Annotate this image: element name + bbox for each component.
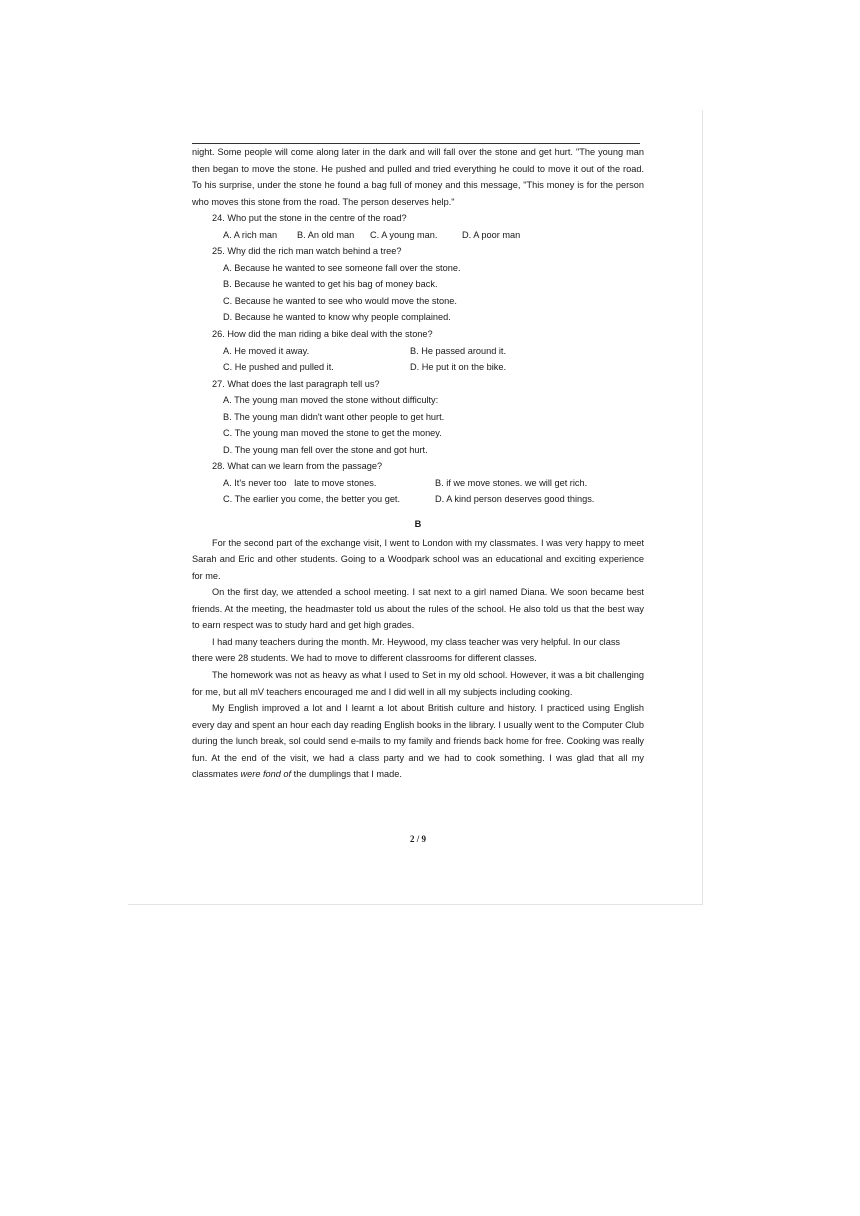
option-27-a: A. The young man moved the stone without difficulty: xyxy=(223,395,439,406)
section-b-paragraph-2: On the first day, we attended a school meeting. I sat next to a girl named Diana. We soon became best friends. At the meeting, the headmaster told us about the rules of the school. He also told us that the best way to earn respect was to study hard and get high grades. xyxy=(192,587,644,631)
option-24-a: A. A rich man xyxy=(223,229,278,240)
question-24-options xyxy=(192,227,644,244)
question-28-options-row1 xyxy=(192,475,644,492)
option-25-b: B. Because he wanted to get his bag of money back. xyxy=(223,279,438,290)
question-24: 24. Who put the stone in the centre of the road? xyxy=(212,213,407,224)
option-25-c: C. Because he wanted to see who would move the stone. xyxy=(223,295,457,306)
section-b-paragraph-5 xyxy=(192,700,644,783)
option-27-c: C. The young man moved the stone to get the money. xyxy=(223,428,442,439)
section-heading-b: B xyxy=(414,519,422,530)
section-b-paragraph-3: I had many teachers during the month. Mr. Heywood, my class teacher was very helpful. In our class xyxy=(212,636,621,647)
passage-a-end: night. Some people will come along later in the dark and will fall over the stone and get hurt. "The young man then began to move the stone. He pushed and pulled and tried everything he could to move it out of the road. To his surprise, under the stone he found a bag full of money and this message, "This money is for the person who moves this stone from the road. The person deserves help." xyxy=(192,147,644,207)
question-25: 25. Why did the rich man watch behind a tree? xyxy=(212,246,402,257)
option-25-d: D. Because he wanted to know why people complained. xyxy=(223,312,451,323)
question-28-options-row2 xyxy=(192,491,644,508)
page-number: 2 / 9 xyxy=(409,834,426,844)
option-24-c: C. A young man. xyxy=(370,229,438,240)
italic-phrase: were fond of xyxy=(240,769,292,780)
document-body xyxy=(192,144,644,783)
option-24-b: B. An old man xyxy=(297,229,355,240)
question-27: 27. What does the last paragraph tell us? xyxy=(212,378,380,389)
question-28: 28. What can we learn from the passage? xyxy=(212,461,383,472)
question-26-options-row2 xyxy=(192,359,644,376)
question-26: 26. How did the man riding a bike deal with the stone? xyxy=(212,329,433,340)
option-28-d: D. A kind person deserves good things. xyxy=(435,494,595,505)
section-b-paragraph-4: The homework was not as heavy as what I used to Set in my old school. However, it was a bit challenging for me, but all mV teachers encouraged me and I did well in all my subjects including cooking. xyxy=(192,669,644,697)
option-28-b: B. if we move stones. we will get rich. xyxy=(435,477,588,488)
option-26-d: D. He put it on the bike. xyxy=(410,362,507,373)
question-26-options-row1 xyxy=(192,343,644,360)
option-26-b: B. He passed around it. xyxy=(410,345,507,356)
option-27-d: D. The young man fell over the stone and got hurt. xyxy=(223,444,428,455)
section-b-paragraph-5-tail: the dumplings that I made. xyxy=(291,769,402,780)
option-28-a: A. It's never too late to move stones. xyxy=(223,477,377,488)
option-26-a: A. He moved it away. xyxy=(223,345,310,356)
section-b-paragraph-3-cont: there were 28 students. We had to move to different classrooms for different classes. xyxy=(192,653,537,664)
option-27-b: B. The young man didn't want other people to get hurt. xyxy=(223,411,445,422)
option-28-c: C. The earlier you come, the better you get. xyxy=(223,494,401,505)
section-b-paragraph-5-text: My English improved a lot and I learnt a lot about British culture and history. I practiced using English every day and spent an hour each day reading English books in the library. I usually went to the Computer Club during the lunch break, sol could send e-mails to my family and friends back home for free. Cooking was really fun. At the end of the visit, we had a class party and we had to cook something. I was glad that all my classmates xyxy=(192,703,644,780)
option-26-c: C. He pushed and pulled it. xyxy=(223,362,334,373)
option-24-d: D. A poor man xyxy=(462,229,521,240)
option-25-a: A. Because he wanted to see someone fall over the stone. xyxy=(223,262,461,273)
section-b-paragraph-1: For the second part of the exchange visit, I went to London with my classmates. I was very happy to meet Sarah and Eric and other students. Going to a Woodpark school was an educational and exciting experience for me. xyxy=(192,537,644,581)
